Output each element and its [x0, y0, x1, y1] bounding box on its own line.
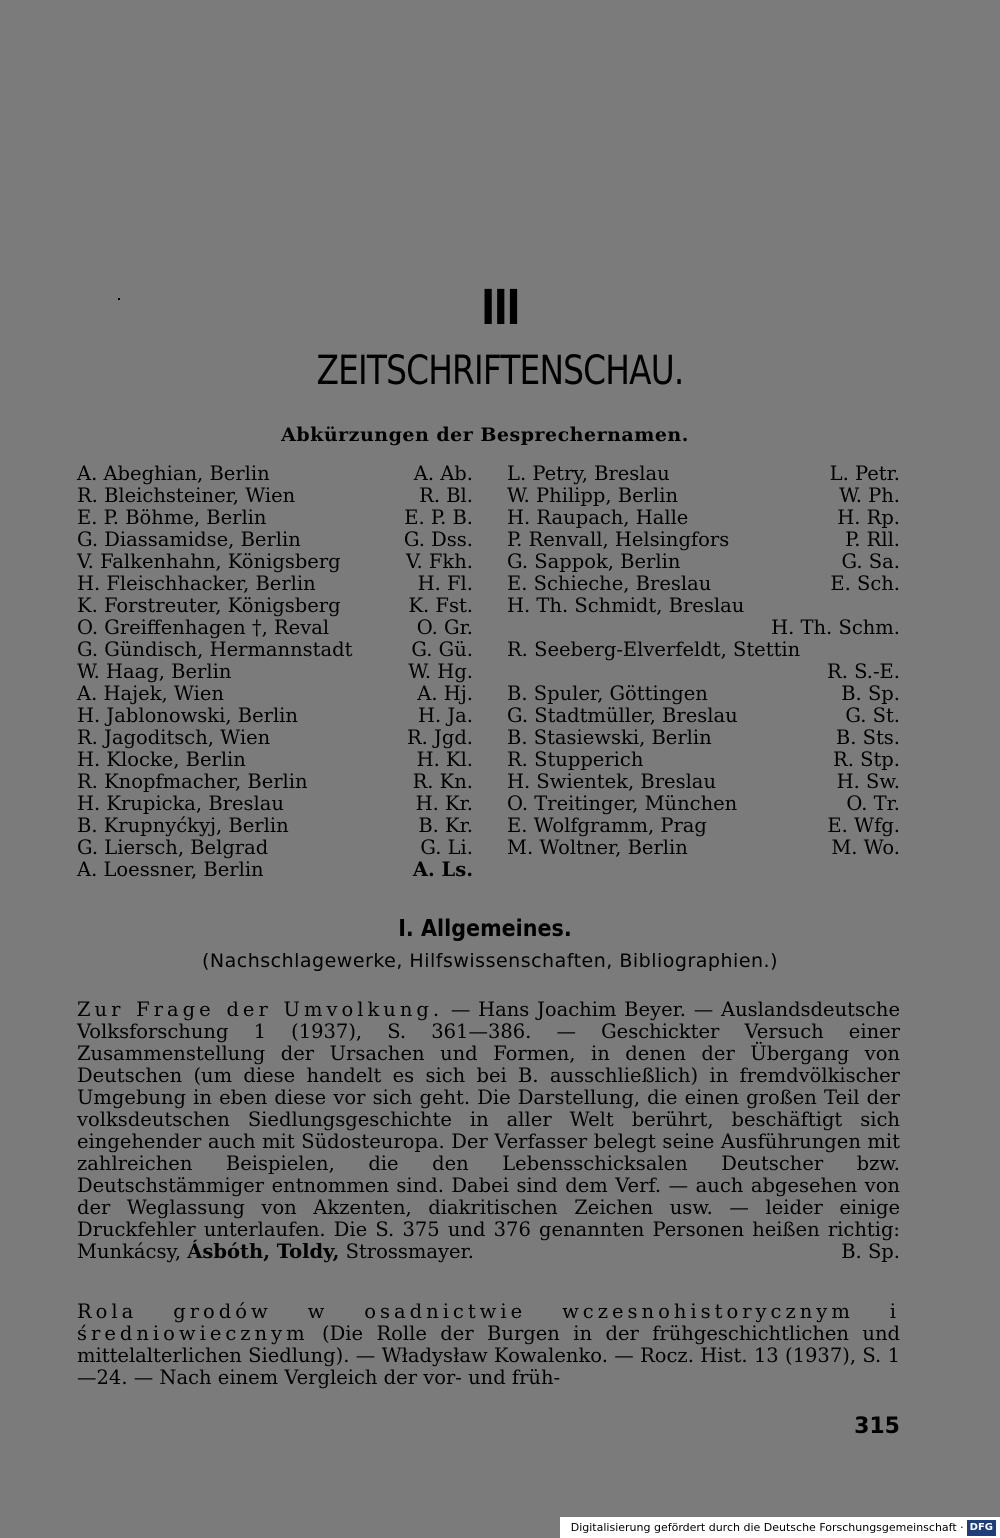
page-title: ZEITSCHRIFTENSCHAU.: [316, 348, 684, 394]
abbreviation-row: [507, 595, 900, 617]
dfg-logo: DFG: [967, 1520, 996, 1536]
abbreviation-row: [77, 683, 473, 705]
reviewer-name: H. Th. Schmidt, Breslau: [507, 594, 745, 617]
reviewer-abbreviation: L. Petr.: [829, 462, 900, 485]
reviewer-abbreviation: G. Gü.: [411, 638, 473, 661]
abbreviation-row: [77, 463, 473, 485]
abbreviation-row: [507, 815, 900, 837]
reviewer-abbreviation: P. Rll.: [845, 528, 900, 551]
reviewer-name: G. Gündisch, Hermannstadt: [77, 638, 353, 661]
section-title: I. Allgemeines.: [398, 916, 572, 942]
reviewer-name: E. Wolfgramm, Prag: [507, 814, 707, 837]
reviewer-name: W. Haag, Berlin: [77, 660, 232, 683]
abbreviation-row: [507, 573, 900, 595]
reviewer-name: G. Sappok, Berlin: [507, 550, 681, 573]
page-number: 315: [854, 1414, 900, 1439]
review-paragraph-1: [77, 999, 900, 1263]
abbreviation-row: [507, 529, 900, 551]
abbreviation-row: [77, 617, 473, 639]
reviewer-abbreviation: A. Ab.: [413, 462, 473, 485]
abbreviation-row: [507, 727, 900, 749]
abbreviation-row: [507, 661, 900, 683]
reviewer-name: G. Stadtmüller, Breslau: [507, 704, 738, 727]
abbreviation-row: [507, 837, 900, 859]
abbreviation-row: [507, 705, 900, 727]
abbreviation-row: [77, 771, 473, 793]
reviewer-name: H. Fleischhacker, Berlin: [77, 572, 316, 595]
abbreviation-row: [77, 551, 473, 573]
abbreviation-row: [507, 507, 900, 529]
review-tail: Strossmayer.: [339, 1240, 474, 1263]
reviewer-name: R. Stupperich: [507, 748, 644, 771]
abbreviation-row: [77, 815, 473, 837]
reviewer-abbreviation: W. Ph.: [839, 484, 900, 507]
reviewer-name: E. P. Böhme, Berlin: [77, 506, 267, 529]
reviewer-name: H. Swientek, Breslau: [507, 770, 716, 793]
reviewer-abbreviation: W. Hg.: [408, 660, 473, 683]
abbreviation-row: [507, 683, 900, 705]
review-body: (Die Rolle der Burgen in der frühgeschichtlichen und mittelalterlichen Siedlung). — Władysław Kowalenko. — Rocz. Hist. 13 (1937), S. 1—24. — Nach einem Vergleich der vor- und früh-: [77, 1322, 900, 1389]
reviewer-abbreviation: B. Sts.: [835, 726, 900, 749]
reviewer-abbreviation: G. Li.: [420, 836, 473, 859]
abbreviation-row: [77, 529, 473, 551]
reviewer-abbreviation: H. Ja.: [417, 704, 473, 727]
reviewer-abbreviation: H. Rp.: [837, 506, 900, 529]
reviewer-abbreviation: G. Dss.: [403, 528, 473, 551]
abbreviation-row: [507, 749, 900, 771]
reviewer-abbreviation: E. Sch.: [830, 572, 900, 595]
abbreviation-row: [77, 749, 473, 771]
reviewer-name: R. Seeberg-Elverfeldt, Stettin: [507, 638, 801, 661]
reviewer-abbreviation: M. Wo.: [831, 836, 900, 859]
reviewer-name: G. Liersch, Belgrad: [77, 836, 269, 859]
abbreviation-row: [77, 837, 473, 859]
reviewer-abbreviation: H. Kr.: [415, 792, 473, 815]
reviewer-abbreviation: H. Th. Schm.: [771, 616, 900, 639]
abbreviation-row: [77, 485, 473, 507]
reviewer-signature: B. Sp.: [841, 1240, 900, 1263]
abbreviation-row: [77, 859, 473, 881]
reviewer-name: B. Stasiewski, Berlin: [507, 726, 712, 749]
abbreviation-row: [507, 793, 900, 815]
reviewer-abbreviation: R. Stp.: [833, 748, 900, 771]
review-title: Rola grodów w osadnictwie wczesnohistorycznym i średniowiecznym: [77, 1300, 900, 1345]
section-subtitle: (Nachschlagewerke, Hilfswissenschaften, Bibliographien.): [201, 950, 778, 972]
reviewer-abbreviation: G. St.: [845, 704, 900, 727]
part-number: III: [480, 280, 520, 336]
reviewer-abbreviation: H. Kl.: [416, 748, 473, 771]
reviewer-name: B. Krupnyćkyj, Berlin: [77, 814, 289, 837]
abbreviation-row: [77, 661, 473, 683]
reviewer-name: G. Diassamidse, Berlin: [77, 528, 301, 551]
abbreviation-row: [507, 463, 900, 485]
abbreviation-row: [507, 617, 900, 639]
abbreviation-row: [77, 705, 473, 727]
reviewer-name: R. Jagoditsch, Wien: [77, 726, 271, 749]
review-paragraph-2: [77, 1301, 900, 1389]
reviewer-abbreviation: B. Kr.: [418, 814, 473, 837]
reviewer-name: A. Abeghian, Berlin: [77, 462, 270, 485]
reviewer-name: K. Forstreuter, Königsberg: [77, 594, 341, 617]
digitization-footer: [560, 1517, 1000, 1538]
reviewer-name: R. Knopfmacher, Berlin: [77, 770, 308, 793]
reviewer-abbreviation: H. Sw.: [836, 770, 900, 793]
reviewer-name: H. Klocke, Berlin: [77, 748, 246, 771]
review-title: Zur Frage der Umvolkung.: [77, 998, 444, 1021]
reviewer-name: W. Philipp, Berlin: [507, 484, 679, 507]
reviewer-abbreviation: K. Fst.: [408, 594, 473, 617]
reviewer-abbreviation: R. Kn.: [412, 770, 473, 793]
abbreviation-row: [77, 639, 473, 661]
reviewer-abbreviation: A. Ls.: [412, 858, 473, 881]
reviewer-abbreviation: R. Bl.: [419, 484, 473, 507]
reviewer-abbreviation: A. Hj.: [417, 682, 473, 705]
abbreviation-row: [507, 551, 900, 573]
reviewer-name: B. Spuler, Göttingen: [507, 682, 708, 705]
reviewer-abbreviation: G. Sa.: [841, 550, 900, 573]
abbreviation-row: [77, 727, 473, 749]
reviewer-abbreviation: R. S.-E.: [827, 660, 900, 683]
abbreviation-row: [77, 595, 473, 617]
reviewer-abbreviation: E. P. B.: [404, 506, 473, 529]
footer-text: Digitalisierung gefördert durch die Deutsche Forschungsgemeinschaft ·: [570, 1521, 964, 1534]
abbreviation-row: [507, 485, 900, 507]
reviewer-name: H. Krupicka, Breslau: [77, 792, 284, 815]
reviewer-name: R. Bleichsteiner, Wien: [77, 484, 296, 507]
reviewer-name: L. Petry, Breslau: [507, 462, 670, 485]
reviewer-name: P. Renvall, Helsingfors: [507, 528, 730, 551]
reviewer-abbreviation: H. Fl.: [417, 572, 473, 595]
reviewer-name: E. Schieche, Breslau: [507, 572, 712, 595]
review-body: — Hans Joachim Beyer. — Auslandsdeutsche Volksforschung 1 (1937), S. 361—386. — Geschickter Versuch einer Zusammenstellung der Ursachen und Formen, in denen der Übergang von Deutschen (um diese handelt es sich bei B. ausschließlich) in fremdvölkischer Umgebung in eben diese vor sich geht. Die Darstellung, die einen großen Teil der volksdeutschen Siedlungsgeschichte in aller Welt berührt, beschäftigt sich eingehender auch mit Südosteuropa. Der Verfasser belegt seine Ausführungen mit zahlreichen Beispielen, die den Lebensschicksalen Deutscher bzw. Deutschstämmiger entnommen sind. Dabei sind dem Verf. — auch abgesehen von der Weglassung von Akzenten, diakritischen Zeichen usw. — leider einige Druckfehler unterlaufen. Die S. 375 und 376 genannten Personen heißen richtig: Munkácsy,: [77, 998, 900, 1263]
abbreviation-row: [77, 793, 473, 815]
review-bold-names: Ásbóth, Toldy,: [187, 1240, 340, 1263]
reviewer-abbreviation: B. Sp.: [841, 682, 900, 705]
abbreviations-heading: Abkürzungen der Besprechernamen.: [281, 424, 689, 446]
reviewer-name: A. Hajek, Wien: [77, 682, 224, 705]
reviewer-name: H. Raupach, Halle: [507, 506, 689, 529]
reviewer-name: A. Loessner, Berlin: [77, 858, 264, 881]
abbreviation-row: [77, 507, 473, 529]
abbreviations-left-column: [77, 463, 473, 881]
reviewer-abbreviation: V. Fkh.: [405, 550, 473, 573]
reviewer-abbreviation: O. Gr.: [416, 616, 473, 639]
reviewer-abbreviation: E. Wfg.: [827, 814, 900, 837]
abbreviation-row: [77, 573, 473, 595]
reviewer-abbreviation: O. Tr.: [846, 792, 900, 815]
reviewer-name: O. Treitinger, München: [507, 792, 738, 815]
reviewer-name: O. Greiffenhagen †, Reval: [77, 616, 330, 639]
abbreviation-row: [507, 639, 900, 661]
abbreviation-row: [507, 771, 900, 793]
reviewer-abbreviation: R. Jgd.: [406, 726, 473, 749]
reviewer-name: M. Woltner, Berlin: [507, 836, 688, 859]
reviewer-name: H. Jablonowski, Berlin: [77, 704, 298, 727]
abbreviations-right-column: [507, 463, 900, 859]
reviewer-name: V. Falkenhahn, Königsberg: [77, 550, 341, 573]
